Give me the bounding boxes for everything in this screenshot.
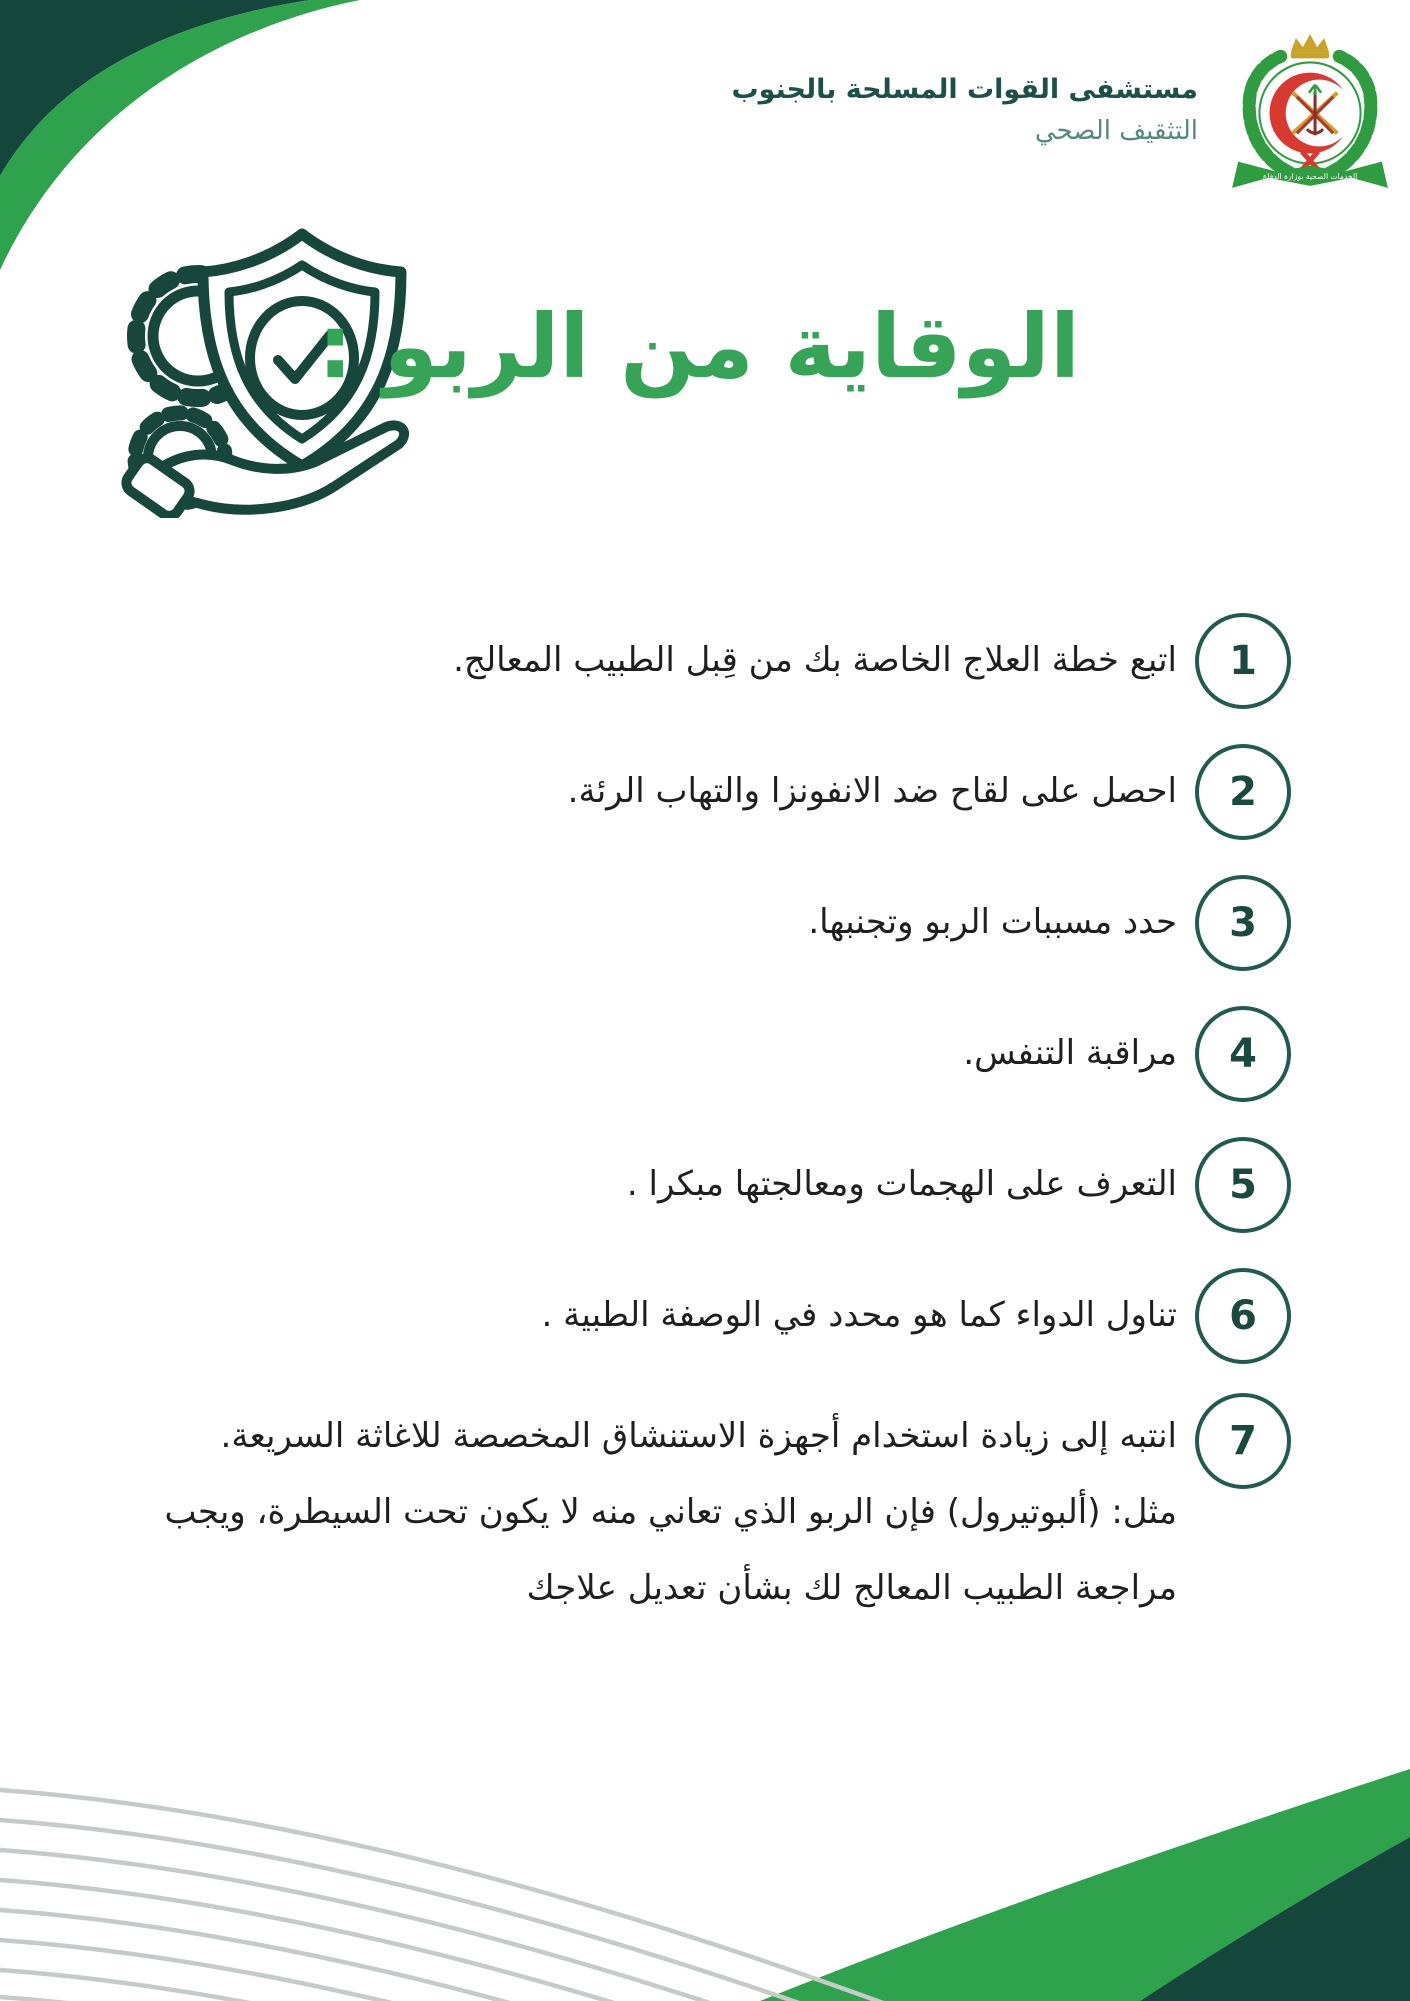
wavy-lines-decoration xyxy=(0,1790,1180,2001)
list-item xyxy=(75,857,1291,988)
item-number-badge: 1 xyxy=(1195,613,1291,709)
item-text xyxy=(75,1398,1177,1626)
list-item xyxy=(75,595,1291,726)
list-item xyxy=(75,1250,1291,1381)
page-title: الوقاية من الربو : xyxy=(317,295,1080,398)
item-number-badge: 3 xyxy=(1195,875,1291,971)
item-text: مراقبة التنفس. xyxy=(963,1032,1177,1073)
item-number-badge: 5 xyxy=(1195,1137,1291,1233)
item-text: التعرف على الهجمات ومعالجتها مبكرا . xyxy=(626,1163,1177,1204)
logo-crown-band xyxy=(1291,52,1329,58)
item-text: تناول الدواء كما هو محدد في الوصفة الطبية . xyxy=(541,1294,1177,1335)
item-number-badge: 2 xyxy=(1195,744,1291,840)
logo-banner-text: الخدمات الصحية بوزارة الدفاع xyxy=(1262,171,1358,181)
list-item xyxy=(75,726,1291,857)
item-text: اتبع خطة العلاج الخاصة بك من قِبل الطبيب المعالج. xyxy=(453,639,1177,680)
department-subtitle: التثقيف الصحي xyxy=(1034,115,1198,146)
top-left-teal-shape xyxy=(0,0,310,176)
list-item xyxy=(75,1119,1291,1250)
item-text: حدد مسببات الربو وتجنبها. xyxy=(808,901,1177,942)
item-number-badge: 4 xyxy=(1195,1006,1291,1102)
list-item xyxy=(75,1398,1291,1626)
item-number-badge: 6 xyxy=(1195,1268,1291,1364)
item-text-line: مثل: (ألبوتيرول) فإن الربو الذي تعاني منه لا يكون تحت السيطرة، ويجب xyxy=(164,1492,1177,1532)
list-item xyxy=(75,988,1291,1119)
item-text-line: مراجعة الطبيب المعالج لك بشأن تعديل علاجك xyxy=(526,1568,1177,1608)
bottom-green-band xyxy=(760,1769,1410,2001)
bottom-decoration xyxy=(0,1691,1410,2001)
logo-crown-icon xyxy=(1291,34,1329,52)
hospital-name: مستشفى القوات المسلحة بالجنوب xyxy=(731,73,1198,105)
item-number-badge: 7 xyxy=(1195,1393,1291,1489)
bottom-right-teal-corner xyxy=(1140,1837,1410,2001)
hospital-logo xyxy=(1224,24,1396,196)
header-text xyxy=(731,70,1198,151)
item-text: احصل على لقاح ضد الانفونزا والتهاب الرئة. xyxy=(567,770,1177,811)
header xyxy=(731,24,1396,196)
item-text-line: انتبه إلى زيادة استخدام أجهزة الاستنشاق المخصصة للاغاثة السريعة. xyxy=(220,1416,1177,1456)
prevention-list xyxy=(75,595,1291,1626)
